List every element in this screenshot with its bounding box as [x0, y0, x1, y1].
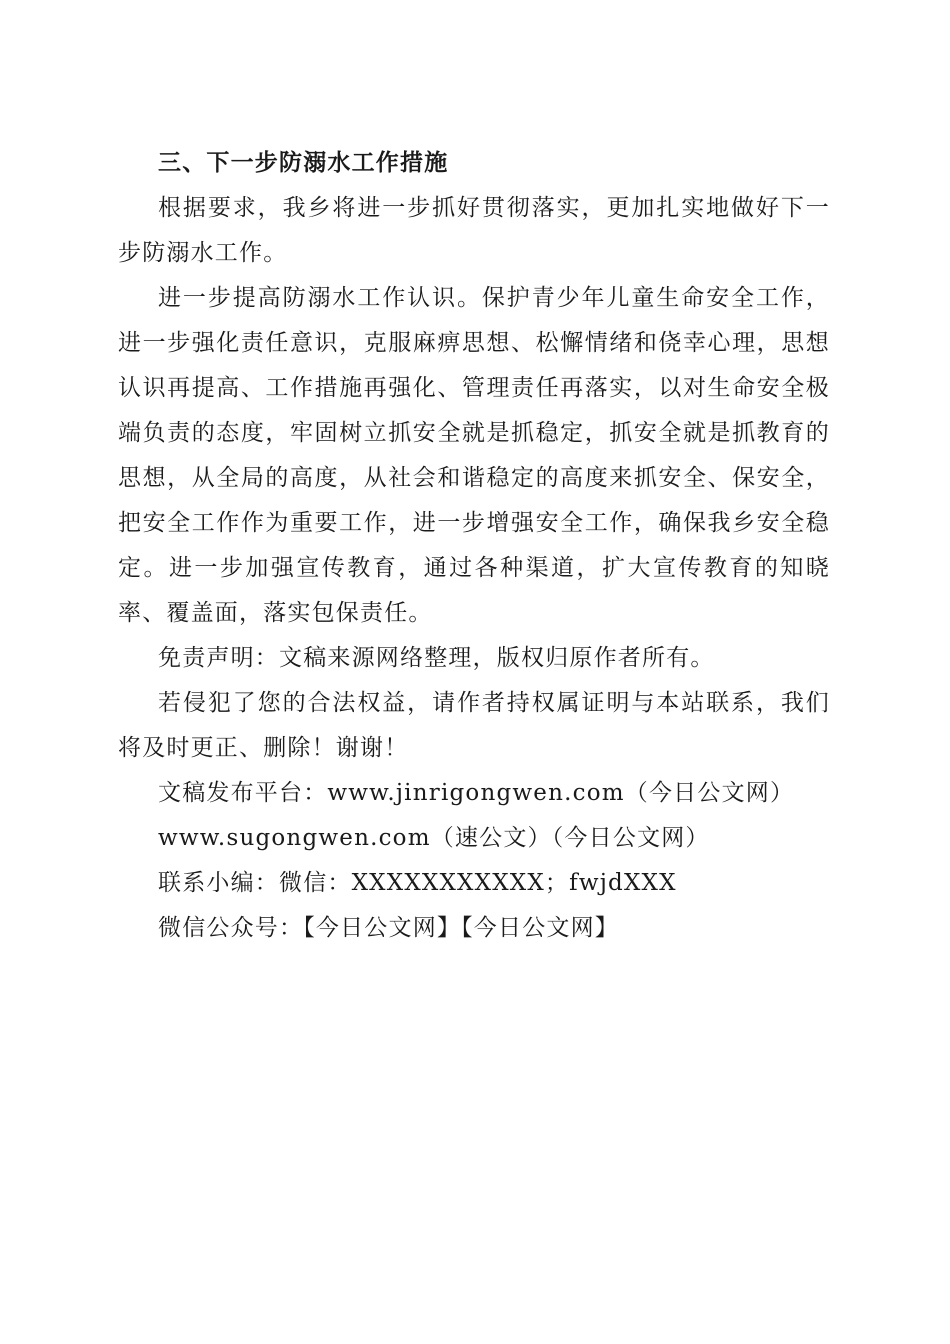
paragraph-intro: 根据要求，我乡将进一步抓好贯彻落实，更加扎实地做好下一步防溺水工作。 [118, 195, 830, 266]
wechat-account-line: 微信公众号：【今日公文网】【今日公文网】 [158, 915, 619, 941]
document-body [118, 141, 830, 951]
paragraph-measures: 进一步提高防溺水工作认识。保护青少年儿童生命安全工作，进一步强化责任意识，克服麻痹思想、松懈情绪和侥幸心理，思想认识再提高、工作措施再强化、管理责任再落实，以对生命安全极端负责的态度，牢固树立抓安全就是抓稳定，抓安全就是抓教育的思想，从全局的高度，从社会和谐稳定的高度来抓安全、保安全，把安全工作作为重要工作，进一步增强安全工作，确保我乡安全稳定。进一步加强宣传教育，通过各种渠道，扩大宣传教育的知晓率、覆盖面，落实包保责任。 [118, 285, 830, 626]
section-heading: 三、下一步防溺水工作措施 [158, 150, 449, 176]
disclaimer-text: 免责声明：文稿来源网络整理，版权归原作者所有。 [158, 645, 715, 671]
second-site-line: www.sugongwen.com（速公文）（今日公文网） [158, 825, 710, 851]
platform-line: 文稿发布平台：www.jinrigongwen.com（今日公文网） [158, 780, 795, 806]
contact-line: 联系小编：微信：XXXXXXXXXXX；fwjdXXX [158, 870, 677, 896]
infringement-notice: 若侵犯了您的合法权益，请作者持权属证明与本站联系，我们将及时更正、删除！谢谢！ [118, 690, 830, 761]
